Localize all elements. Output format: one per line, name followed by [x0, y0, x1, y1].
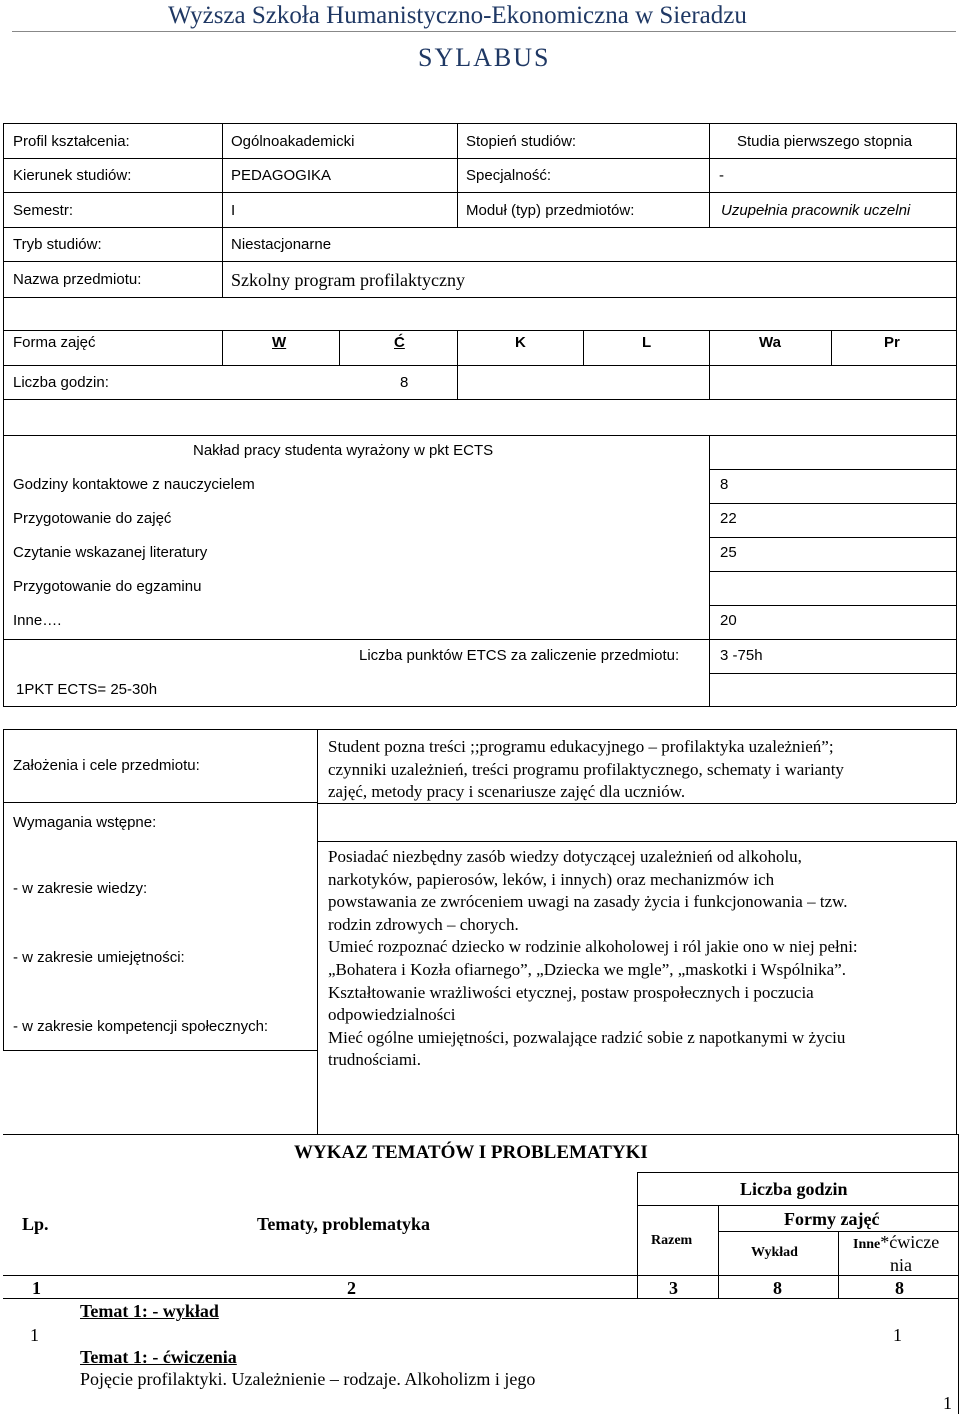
hours-label: Liczba godzin:: [13, 374, 109, 391]
modul-value: Uzupełnia pracownik uczelni: [721, 202, 911, 219]
col-number: 1: [32, 1278, 41, 1298]
goals-line: Student pozna treści ;;programu edukacyjnego – profilaktyka uzależnień”;: [328, 737, 834, 756]
goals-line: czynniki uzależnień, treści programu profilaktycznego, schematy i warianty: [328, 759, 844, 779]
profil-label: Profil kształcenia:: [13, 133, 130, 150]
ects-row-label: Przygotowanie do zajęć: [13, 510, 172, 527]
page-number: 1: [943, 1393, 952, 1413]
forma-label: Forma zajęć: [13, 334, 96, 351]
knowledge-label: - w zakresie wiedzy:: [13, 880, 148, 897]
ects-title: Nakład pracy studenta wyrażony w pkt ECTS: [193, 442, 494, 459]
ects-points-label: Liczba punktów ETCS za zaliczenie przedmiotu:: [359, 647, 680, 664]
tryb-label: Tryb studiów:: [13, 236, 102, 253]
ects-row-value: 8: [720, 476, 729, 493]
col-number: 8: [895, 1278, 904, 1298]
lp-header: Lp.: [22, 1214, 49, 1234]
col-number: 2: [347, 1278, 356, 1298]
requirements-line: narkotyków, papierosów, leków, i innych) oraz mechanizmów ich: [328, 869, 775, 889]
goals-line: zajęć, metody pracy i scenariusze zajęć dla uczniów.: [328, 782, 686, 802]
ects-row-label: Godziny kontaktowe z nauczycielem: [13, 476, 255, 493]
hours-w: 8: [400, 374, 409, 391]
requirements-line: Kształtowanie wrażliwości etycznej, postaw prospołecznych i poczucia: [328, 982, 814, 1002]
goals-text: [328, 736, 844, 804]
semestr-label: Semestr:: [13, 202, 74, 219]
ects-row-value: 25: [720, 544, 737, 561]
nazwa-value: Szkolny program profilaktyczny: [231, 270, 465, 290]
stopien-label: Stopień studiów:: [466, 133, 577, 150]
requirements-line: odpowiedzialności: [328, 1005, 456, 1025]
ects-row-label: Czytanie wskazanej literatury: [13, 544, 208, 561]
requirements-label: Wymagania wstępne:: [13, 814, 157, 831]
forma-col-w: W: [272, 334, 287, 351]
requirements-line: „Bohatera i Kozła ofiarnego”, „Dziecka we mgle”, „maskotki i Wspólnika”.: [328, 959, 846, 979]
requirements-line: Mieć ogólne umiejętności, pozwalające radzić sobie z napotkanymi w życiu: [328, 1027, 846, 1047]
cwiczenia-label-2: nia: [890, 1255, 912, 1275]
requirements-text: [328, 846, 858, 1072]
kierunek-label: Kierunek studiów:: [13, 167, 132, 184]
formy-zajec-header: Formy zajęć: [784, 1209, 880, 1229]
requirements-line: Posiadać niezbędny zasób wiedzy dotyczącej uzależnień od alkoholu,: [328, 847, 802, 866]
inne-label: Inne: [853, 1237, 881, 1252]
specjalnosc-value: -: [719, 167, 724, 184]
col-number: 3: [669, 1278, 678, 1298]
specjalnosc-label: Specjalność:: [466, 167, 552, 184]
requirements-line: powstawania ze zwróceniem uwagi na zasady życia i funkcjonowania – tzw.: [328, 892, 848, 912]
ects-note: 1PKT ECTS= 25-30h: [16, 681, 158, 698]
tryb-value: Niestacjonarne: [231, 236, 332, 253]
ects-row-label: Przygotowanie do egzaminu: [13, 578, 202, 595]
row1-topic-desc: Pojęcie profilaktyki. Uzależnienie – rodzaje. Alkoholizm i jego: [80, 1369, 536, 1389]
inne-header: [853, 1233, 939, 1252]
requirements-line: rodzin zdrowych – chorych.: [328, 914, 519, 934]
forma-col-c: Ć: [394, 334, 405, 351]
school-name: Wyższa Szkoła Humanistyczno-Ekonomiczna w Sieradzu: [168, 2, 747, 29]
competence-label: - w zakresie kompetencji społecznych:: [13, 1018, 269, 1035]
profil-value: Ogólnoakademicki: [231, 133, 355, 150]
col-number: 8: [773, 1278, 782, 1298]
ects-row-value: 20: [720, 612, 737, 629]
row1-inne: 1: [893, 1325, 902, 1345]
forma-col-pr: Pr: [884, 334, 900, 351]
row1-topic-exercises: Temat 1: - ćwiczenia: [80, 1347, 237, 1367]
forma-col-k: K: [515, 334, 526, 351]
nazwa-label: Nazwa przedmiotu:: [13, 271, 142, 288]
page-title: SYLABUS: [418, 43, 551, 72]
row1-lp: 1: [30, 1325, 39, 1345]
goals-label: Założenia i cele przedmiotu:: [13, 757, 200, 774]
skills-label: - w zakresie umiejętności:: [13, 949, 185, 966]
ects-row-value: 22: [720, 510, 737, 527]
stopien-value: Studia pierwszego stopnia: [737, 133, 913, 150]
forma-col-l: L: [642, 334, 652, 351]
topics-title: WYKAZ TEMATÓW I PROBLEMATYKI: [294, 1142, 648, 1163]
cwiczenia-label: *ćwicze: [880, 1232, 940, 1252]
requirements-line: Umieć rozpoznać dziecko w rodzinie alkoholowej i ról jakie ono w niej pełni:: [328, 937, 858, 957]
row1-topic-lecture: Temat 1: - wykład: [80, 1301, 219, 1321]
liczba-godzin-header: Liczba godzin: [740, 1179, 848, 1199]
modul-label: Moduł (typ) przedmiotów:: [466, 202, 635, 219]
tematy-header: Tematy, problematyka: [257, 1214, 431, 1234]
forma-col-wa: Wa: [759, 334, 781, 351]
semestr-value: I: [231, 202, 236, 219]
ects-row-label: Inne….: [13, 612, 62, 629]
ects-points-value: 3 -75h: [720, 647, 763, 664]
wyklad-header: Wykład: [751, 1245, 798, 1260]
razem-header: Razem: [651, 1233, 693, 1248]
requirements-line: trudnościami.: [328, 1050, 422, 1070]
kierunek-value: PEDAGOGIKA: [231, 167, 332, 184]
